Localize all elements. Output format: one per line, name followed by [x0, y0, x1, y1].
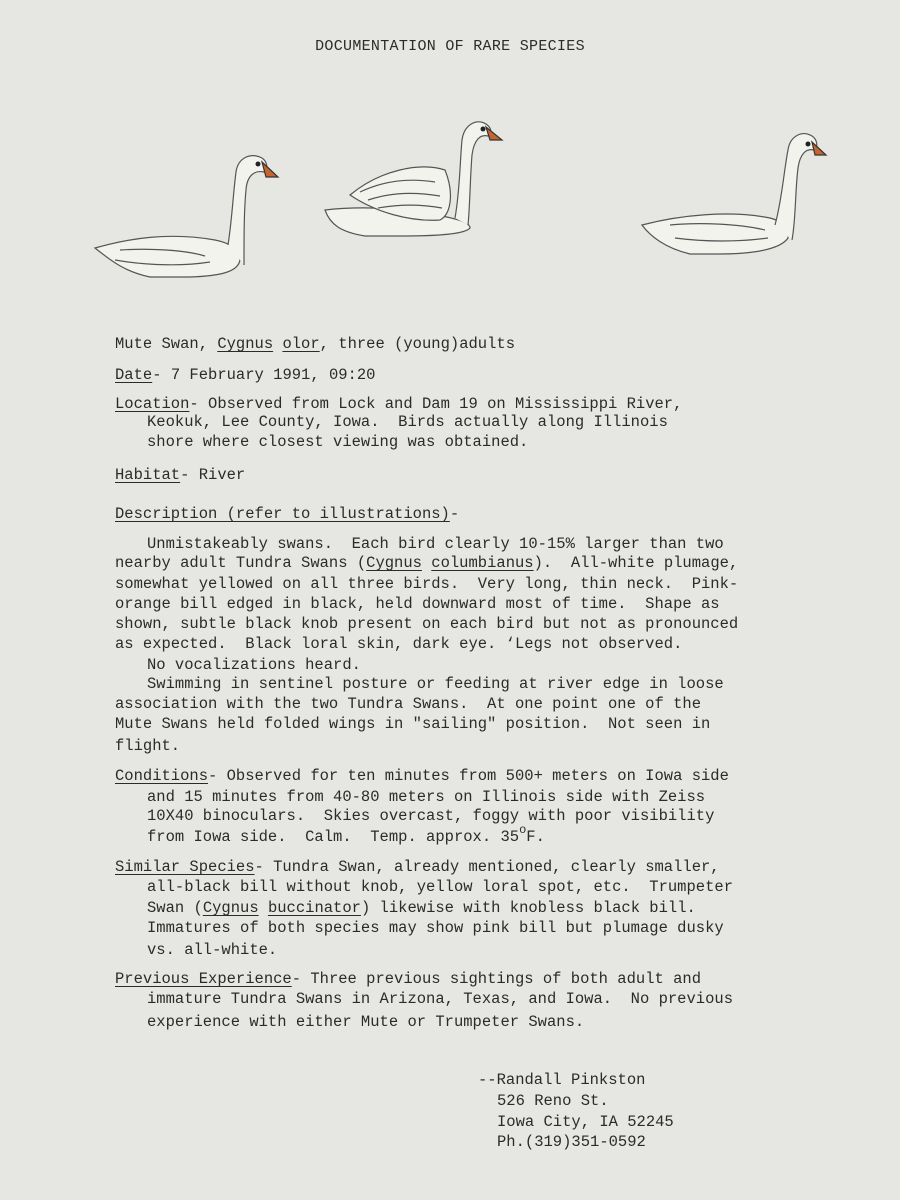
description-line: association with the two Tundra Swans. At one point one of the: [115, 695, 701, 713]
description-line: orange bill edged in black, held downward most of time. Shape as: [115, 595, 720, 613]
date-field: [115, 366, 375, 384]
description-line: Swimming in sentinel posture or feeding at river edge in loose: [147, 675, 724, 693]
swan-illustration-left: [95, 156, 278, 277]
conditions-line: and 15 minutes from 40-80 meters on Illinois side with Zeiss: [147, 788, 706, 806]
description-line: shown, subtle black knob present on each bird but not as pronounced: [115, 615, 739, 633]
signature-street: 526 Reno St.: [497, 1092, 609, 1110]
previous-experience-field: Previous Experience- Three previous sightings of both adult and: [115, 970, 702, 988]
signature-name: --Randall Pinkston: [478, 1071, 646, 1089]
conditions-label: Conditions: [115, 767, 209, 785]
description-line: as expected. Black loral skin, dark eye. ‘Legs not observed.: [115, 635, 683, 653]
description-line: Mute Swans held folded wings in "sailing" position. Not seen in: [115, 715, 711, 733]
previous-experience-line: immature Tundra Swans in Arizona, Texas, and Iowa. No previous: [147, 990, 733, 1008]
previous-experience-label: Previous Experience: [115, 970, 292, 988]
similar-species-line: Swan (Cygnus buccinator) likewise with knobless black bill.: [147, 899, 696, 917]
description-line: flight.: [115, 737, 181, 755]
similar-species-line: all-black bill without knob, yellow loral spot, etc. Trumpeter: [147, 878, 733, 896]
previous-experience-line: experience with either Mute or Trumpeter Swans.: [147, 1013, 585, 1031]
similar-species-label: Similar Species: [115, 858, 255, 876]
conditions-line: from Iowa side. Calm. Temp. approx. 35$^o$F.: [147, 823, 545, 846]
description-line: somewhat yellowed on all three birds. Very long, thin neck. Pink-: [115, 575, 739, 593]
species-header: Mute Swan, Cygnus olor, three (young)adults: [115, 335, 516, 353]
page-title: DOCUMENTATION OF RARE SPECIES: [315, 38, 585, 55]
description-line: No vocalizations heard.: [147, 656, 361, 674]
swan-illustration-right: [642, 134, 826, 254]
signature-city: Iowa City, IA 52245: [497, 1113, 674, 1131]
habitat-field: Habitat- River: [115, 466, 246, 484]
conditions-field: Conditions- Observed for ten minutes from 500+ meters on Iowa side: [115, 767, 729, 785]
location-line: shore where closest viewing was obtained.: [147, 433, 529, 451]
conditions-line: 10X40 binoculars. Skies overcast, foggy with poor visibility: [147, 807, 715, 825]
habitat-label: Habitat: [115, 466, 181, 484]
location-line: Keokuk, Lee County, Iowa. Birds actually along Illinois: [147, 413, 668, 431]
description-heading: Description (refer to illustrations)-: [115, 505, 460, 523]
date-value: - 7 February 1991, 09:20: [152, 366, 376, 384]
similar-species-field: Similar Species- Tundra Swan, already mentioned, clearly smaller,: [115, 858, 720, 876]
swan-illustrations: [0, 100, 900, 300]
location-field: Location- Observed from Lock and Dam 19 on Mississippi River,: [115, 395, 683, 413]
similar-species-line: vs. all-white.: [147, 941, 278, 959]
signature-phone: Ph.(319)351-0592: [497, 1133, 646, 1151]
similar-species-line: Immatures of both species may show pink bill but plumage dusky: [147, 919, 724, 937]
location-label: Location: [115, 395, 190, 413]
description-line: nearby adult Tundra Swans (Cygnus columbianus). All-white plumage,: [115, 554, 739, 572]
date-label: Date: [115, 366, 153, 384]
swan-illustration-middle: [325, 122, 502, 236]
description-line: Unmistakeably swans. Each bird clearly 10-15% larger than two: [147, 535, 724, 553]
